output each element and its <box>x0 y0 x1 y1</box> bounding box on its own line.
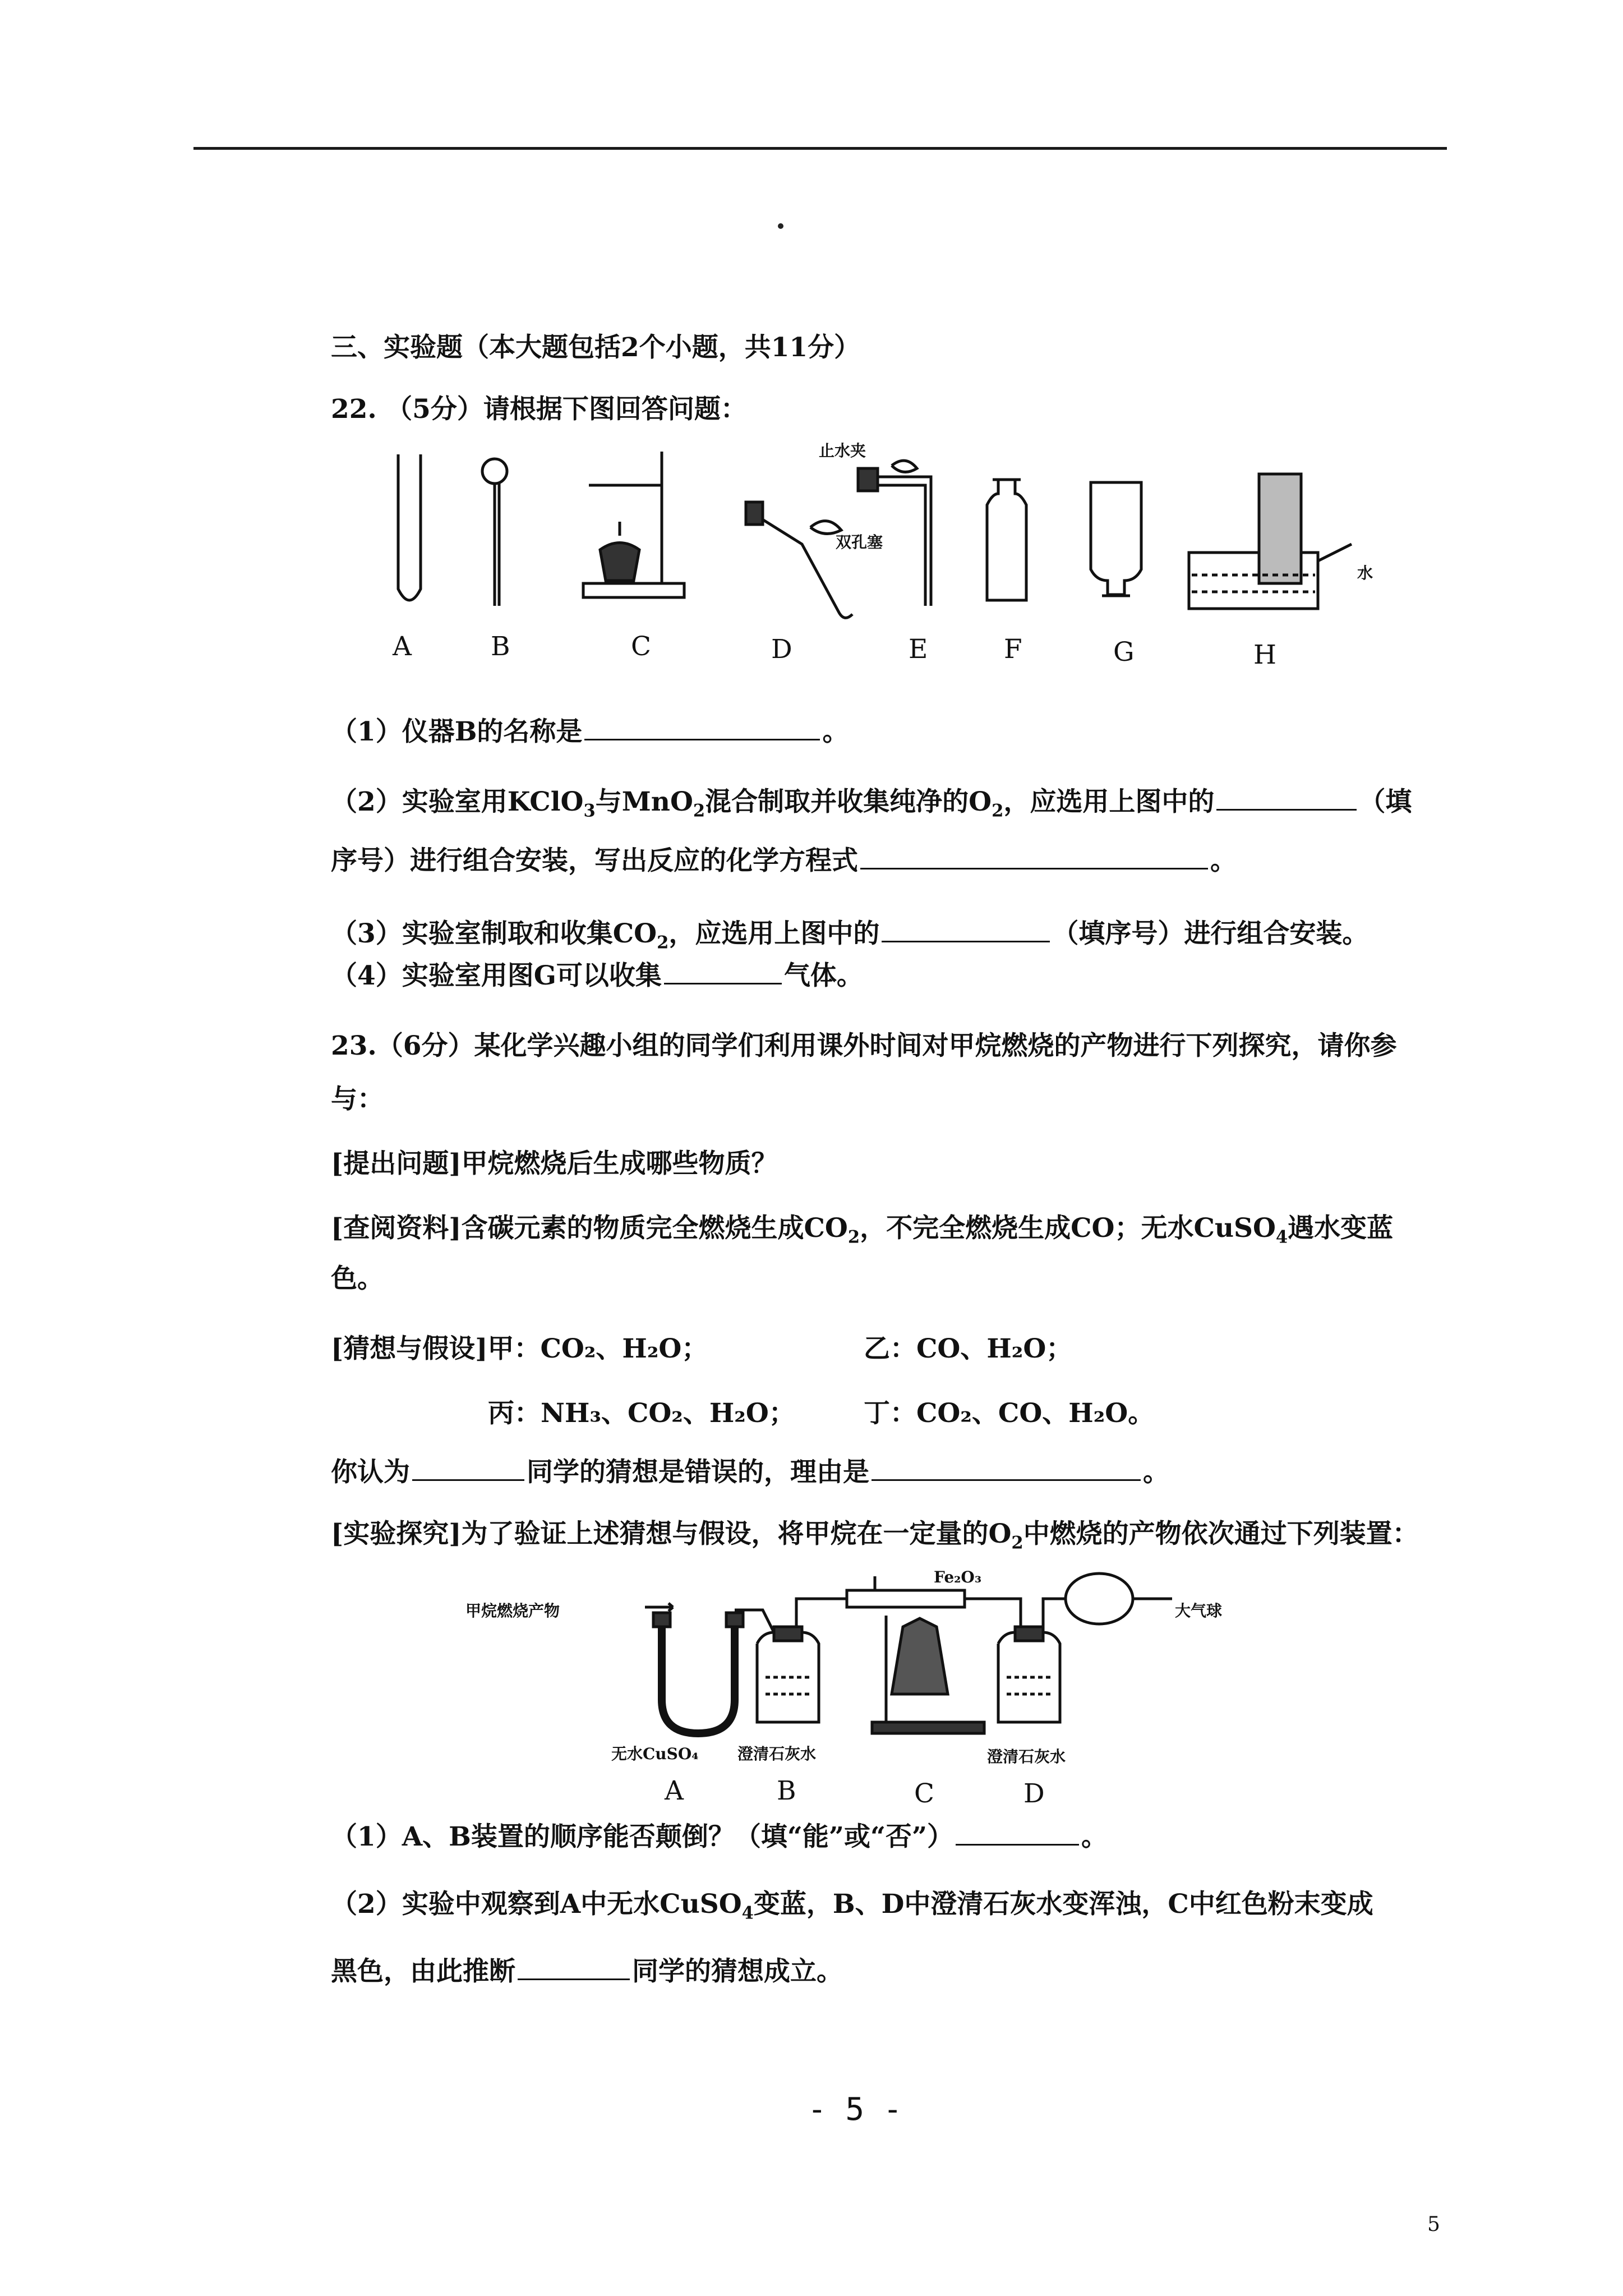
diagram-letter-b: B <box>777 1775 796 1806</box>
q23-experiment: [实验探究]为了验证上述猜想与假设，将甲烷在一定量的$O_2$中燃烧的产物依次通过下列装置： <box>331 1519 1419 1553</box>
q23-reference-2: 色。 <box>331 1263 384 1294</box>
q23-sub2: （2）实验中观察到A中无水CuSO$_4$变蓝，B、D中澄清石灰水变浑浊，C中红色粉末变成 <box>331 1889 1373 1924</box>
water-label: 水 <box>1357 564 1373 582</box>
answer-blank[interactable] <box>584 716 820 740</box>
q23-sub2-line2: 黑色，由此推断 同学的猜想成立。 <box>331 1956 843 1987</box>
q22-sub2: （2）实验室用KClO$_3$与MnO$_2$混合制取并收集纯净的$O_2$，应选用上图中的 （填 <box>331 786 1412 821</box>
stray-dot <box>778 223 783 229</box>
a-caption: 无水CuSO₄ <box>611 1745 699 1763</box>
inlet-label: 甲烷燃烧产物 <box>465 1602 560 1620</box>
hyp-bing: 丙：NH₃、CO₂、H₂O； <box>488 1398 795 1429</box>
answer-blank[interactable] <box>956 1821 1079 1846</box>
gas-bottle-f <box>987 480 1026 600</box>
section-title: 三、实验题（本大题包括2个小题，共11分） <box>331 332 861 363</box>
q23-question: [提出问题]甲烷燃烧后生成哪些物质？ <box>331 1148 778 1179</box>
apparatus-label-b: B <box>491 631 510 662</box>
answer-blank[interactable] <box>860 845 1208 869</box>
gas-cylinder-h <box>1259 474 1301 583</box>
q23-header-1: 23.（6分）某化学兴趣小组的同学们利用课外时间对甲烷燃烧的产物进行下列探究，请你参 <box>331 1030 1397 1061</box>
diagram-letter-a: A <box>665 1775 684 1806</box>
answer-blank[interactable] <box>882 918 1050 942</box>
hyp-ding: 丁：CO₂、CO、H₂O。 <box>864 1398 1155 1429</box>
iron-stand-c <box>583 583 684 597</box>
apparatus-label-e: E <box>909 634 928 665</box>
hard-glass-tube-c <box>847 1590 965 1607</box>
hyp-jia: [猜想与假设]甲：CO₂、H₂O； <box>331 1333 708 1364</box>
q22-sub3: （3）实验室制取和收集$CO_2$，应选用上图中的 （填序号）进行组合安装。 <box>331 918 1369 953</box>
q23-sub1: （1）A、B装置的顺序能否颠倒？（填“能”或“否”） 。 <box>331 1821 1108 1852</box>
q22-sub1: （1）仪器B的名称是 。 <box>331 716 849 747</box>
gas-bottle-g <box>1091 482 1141 595</box>
corner-page-number: 5 <box>1427 2213 1440 2236</box>
diagram-letter-d: D <box>1023 1778 1045 1809</box>
hyp-yi: 乙：CO、H₂O； <box>864 1333 1073 1364</box>
q22-sub2-line2: 序号）进行组合安装，写出反应的化学方程式 。 <box>331 845 1237 876</box>
answer-blank[interactable] <box>872 1457 1141 1481</box>
q22-header: 22. （5分）请根据下图回答问题： <box>331 394 747 425</box>
header-rule <box>193 147 1447 150</box>
balloon <box>1066 1573 1133 1624</box>
apparatus-label-h: H <box>1253 639 1276 670</box>
u-tube-a <box>662 1618 735 1733</box>
stop-clip-label: 止水夹 <box>819 441 866 460</box>
answer-blank[interactable] <box>412 1457 524 1481</box>
apparatus-label-g: G <box>1113 637 1135 668</box>
q22-sub4: （4）实验室用图G可以收集 气体。 <box>331 960 863 991</box>
q23-header-2: 与： <box>331 1084 384 1115</box>
alcohol-lamp-c <box>892 1618 948 1694</box>
two-hole-stopper-label: 双孔塞 <box>836 533 883 551</box>
q23-apparatus-diagram <box>460 1565 1273 1750</box>
test-tube-a <box>398 454 421 600</box>
apparatus-label-a: A <box>393 631 412 662</box>
answer-blank[interactable] <box>664 960 782 984</box>
q23-opinion: 你认为 同学的猜想是错误的，理由是 。 <box>331 1457 1169 1488</box>
page-number: - 5 - <box>808 2091 902 2128</box>
dropper-b <box>482 459 507 484</box>
diagram-letter-c: C <box>914 1778 934 1809</box>
apparatus-label-d: D <box>771 634 792 665</box>
apparatus-label-f: F <box>1004 634 1022 665</box>
fe2o3-label: Fe₂O₃ <box>934 1568 982 1586</box>
alcohol-lamp-c <box>600 543 639 581</box>
balloon-label: 大气球 <box>1175 1602 1223 1620</box>
answer-blank[interactable] <box>1216 786 1357 811</box>
b-caption: 澄清石灰水 <box>737 1745 817 1763</box>
apparatus-label-c: C <box>631 631 651 662</box>
q23-reference: [查阅资料]含碳元素的物质完全燃烧生成$CO_2$，不完全燃烧生成CO；无水CuSO$_4$遇水变蓝 <box>331 1213 1394 1248</box>
answer-blank[interactable] <box>518 1956 630 1980</box>
d-caption: 澄清石灰水 <box>987 1747 1066 1766</box>
